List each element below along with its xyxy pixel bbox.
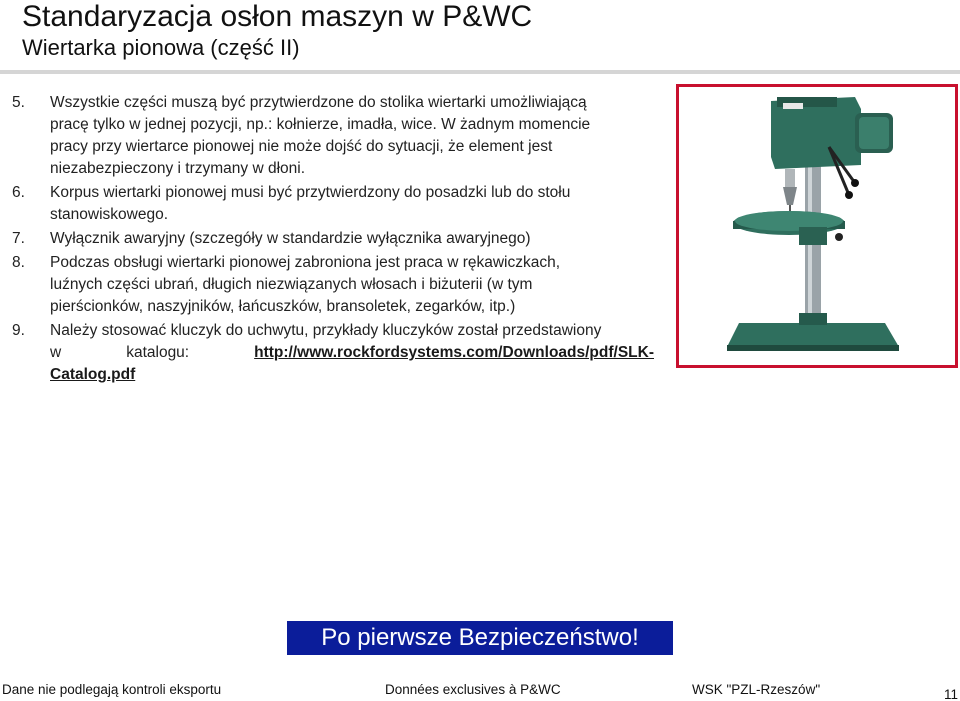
list-word: katalogu:: [126, 344, 190, 361]
drill-press-illustration: [679, 87, 955, 365]
footer-export-notice: Dane nie podlegają kontroli eksportu: [2, 682, 222, 697]
catalog-link-continued[interactable]: Catalog.pdf: [50, 366, 136, 383]
catalog-link[interactable]: http://www.rockfordsystems.com/Downloads/pdf/SLK-: [254, 344, 654, 361]
list-line: pracy przy wiertarce pionowej nie może dojść do sytuacji, że element jest: [50, 138, 553, 155]
page-number: 11: [944, 687, 959, 701]
list-number: 7.: [12, 230, 25, 247]
footer-company: WSK "PZL-Rzeszów": [692, 682, 821, 697]
list-item-7: [12, 228, 654, 250]
safety-banner: Po pierwsze Bezpieczeństwo!: [287, 621, 673, 655]
requirements-list: [12, 92, 654, 386]
catalog-line: [50, 342, 654, 364]
list-item-8: [12, 252, 654, 318]
list-number: 5.: [12, 94, 25, 111]
list-line: Wyłącznik awaryjny (szczegóły w standardzie wyłącznika awaryjnego): [50, 230, 531, 247]
list-number: 8.: [12, 254, 25, 271]
list-item-6: [12, 182, 654, 226]
list-line: luźnych części ubrań, długich niezwiązanych włosach i biżuterii (w tym: [50, 276, 533, 293]
list-line: Korpus wiertarki pionowej musi być przytwierdzony do posadzki lub do stołu: [50, 184, 571, 201]
list-line: pierścionków, naszyjników, łańcuszków, bransoletek, zegarków, itp.): [50, 298, 516, 315]
slide-subtitle: Wiertarka pionowa (część II): [22, 35, 300, 60]
list-line: Należy stosować kluczyk do uchwytu, przykłady kluczyków został przedstawiony: [50, 322, 602, 339]
list-line: Wszystkie części muszą być przytwierdzone do stolika wiertarki umożliwiającą: [50, 94, 587, 111]
slide-footer: [0, 676, 960, 701]
list-item-5: [12, 92, 654, 180]
list-item-9: [12, 320, 654, 386]
header-divider: [0, 70, 960, 74]
list-number: 6.: [12, 184, 25, 201]
drill-press-photo: [676, 84, 958, 368]
list-line: Podczas obsługi wiertarki pionowej zabroniona jest praca w rękawiczkach,: [50, 254, 561, 271]
slide-header: [0, 0, 960, 74]
list-line: stanowiskowego.: [50, 206, 169, 223]
list-number: 9.: [12, 322, 25, 339]
list-line: niezabezpieczony i trzymany w dłoni.: [50, 160, 306, 177]
list-word: w: [50, 344, 62, 361]
footer-proprietary-notice: Données exclusives à P&WC: [385, 682, 561, 697]
list-line: pracę tylko w jednej pozycji, np.: kołnierze, imadła, wice. W żadnym momencie: [50, 116, 591, 133]
slide-title: Standaryzacja osłon maszyn w P&WC: [22, 0, 533, 33]
